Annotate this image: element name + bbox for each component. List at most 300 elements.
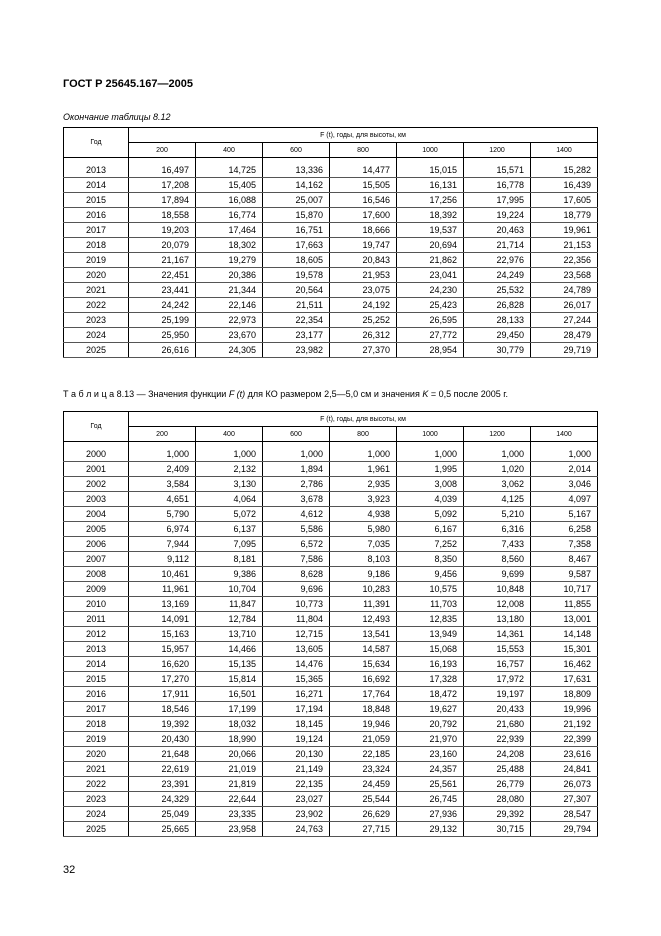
value-cell: 26,616 <box>129 343 196 358</box>
value-cell: 28,080 <box>464 792 531 807</box>
table-row <box>64 672 598 687</box>
year-cell: 2022 <box>64 298 129 313</box>
value-cell: 17,764 <box>330 687 397 702</box>
year-cell: 2004 <box>64 507 129 522</box>
value-cell: 3,678 <box>263 492 330 507</box>
value-cell: 27,715 <box>330 822 397 837</box>
year-cell: 2024 <box>64 328 129 343</box>
value-cell: 7,035 <box>330 537 397 552</box>
value-cell: 21,167 <box>129 253 196 268</box>
value-cell: 16,692 <box>330 672 397 687</box>
value-cell: 25,252 <box>330 313 397 328</box>
value-cell: 17,663 <box>263 238 330 253</box>
value-cell: 1,961 <box>330 462 397 477</box>
value-cell: 3,062 <box>464 477 531 492</box>
value-cell: 21,511 <box>263 298 330 313</box>
table-row <box>64 193 598 208</box>
table-row <box>64 178 598 193</box>
value-cell: 21,819 <box>196 777 263 792</box>
value-cell: 23,670 <box>196 328 263 343</box>
value-cell: 24,305 <box>196 343 263 358</box>
value-cell: 23,027 <box>263 792 330 807</box>
value-cell: 19,627 <box>397 702 464 717</box>
value-cell: 29,794 <box>531 822 598 837</box>
value-cell: 24,242 <box>129 298 196 313</box>
value-cell: 19,946 <box>330 717 397 732</box>
value-cell: 1,000 <box>464 447 531 462</box>
table-row <box>64 447 598 462</box>
value-cell: 18,546 <box>129 702 196 717</box>
value-cell: 22,976 <box>464 253 531 268</box>
value-cell: 18,145 <box>263 717 330 732</box>
value-cell: 26,017 <box>531 298 598 313</box>
value-cell: 1,995 <box>397 462 464 477</box>
table-row <box>64 298 598 313</box>
value-cell: 15,634 <box>330 657 397 672</box>
value-cell: 5,586 <box>263 522 330 537</box>
value-cell: 2,132 <box>196 462 263 477</box>
year-cell: 2014 <box>64 178 129 193</box>
value-cell: 22,619 <box>129 762 196 777</box>
value-cell: 8,181 <box>196 552 263 567</box>
value-cell: 20,564 <box>263 283 330 298</box>
value-cell: 25,049 <box>129 807 196 822</box>
table-row <box>64 223 598 238</box>
page-number: 32 <box>63 864 76 876</box>
value-cell: 19,124 <box>263 732 330 747</box>
value-cell: 21,019 <box>196 762 263 777</box>
value-cell: 17,894 <box>129 193 196 208</box>
value-cell: 23,391 <box>129 777 196 792</box>
year-cell: 2020 <box>64 268 129 283</box>
value-cell: 20,463 <box>464 223 531 238</box>
value-cell: 23,335 <box>196 807 263 822</box>
value-cell: 1,000 <box>397 447 464 462</box>
value-cell: 22,185 <box>330 747 397 762</box>
value-cell: 21,648 <box>129 747 196 762</box>
value-cell: 5,790 <box>129 507 196 522</box>
value-cell: 15,505 <box>330 178 397 193</box>
value-cell: 9,186 <box>330 567 397 582</box>
column-header: 800 <box>330 427 397 442</box>
value-cell: 15,068 <box>397 642 464 657</box>
value-cell: 21,149 <box>263 762 330 777</box>
value-cell: 10,773 <box>263 597 330 612</box>
table-row <box>64 567 598 582</box>
value-cell: 27,244 <box>531 313 598 328</box>
value-cell: 24,230 <box>397 283 464 298</box>
value-cell: 17,270 <box>129 672 196 687</box>
year-cell: 2023 <box>64 792 129 807</box>
value-cell: 29,719 <box>531 343 598 358</box>
value-cell: 24,192 <box>330 298 397 313</box>
table-row <box>64 642 598 657</box>
value-cell: 1,000 <box>263 447 330 462</box>
value-cell: 3,008 <box>397 477 464 492</box>
value-cell: 15,553 <box>464 642 531 657</box>
value-cell: 7,358 <box>531 537 598 552</box>
year-header: Год <box>64 128 129 158</box>
value-cell: 17,199 <box>196 702 263 717</box>
value-cell: 18,779 <box>531 208 598 223</box>
value-cell: 21,059 <box>330 732 397 747</box>
value-cell: 17,194 <box>263 702 330 717</box>
table-row <box>64 238 598 253</box>
value-cell: 19,996 <box>531 702 598 717</box>
value-cell: 25,423 <box>397 298 464 313</box>
column-header: 1000 <box>397 427 464 442</box>
table-row <box>64 792 598 807</box>
value-cell: 2,409 <box>129 462 196 477</box>
value-cell: 9,456 <box>397 567 464 582</box>
table-row <box>64 762 598 777</box>
value-cell: 9,699 <box>464 567 531 582</box>
value-cell: 7,433 <box>464 537 531 552</box>
value-cell: 1,894 <box>263 462 330 477</box>
column-header: 1200 <box>464 143 531 158</box>
value-cell: 5,092 <box>397 507 464 522</box>
column-header: 1400 <box>531 143 598 158</box>
value-cell: 24,459 <box>330 777 397 792</box>
year-cell: 2016 <box>64 208 129 223</box>
table-row <box>64 253 598 268</box>
value-cell: 18,302 <box>196 238 263 253</box>
value-cell: 18,032 <box>196 717 263 732</box>
value-cell: 14,162 <box>263 178 330 193</box>
value-cell: 2,786 <box>263 477 330 492</box>
value-cell: 15,135 <box>196 657 263 672</box>
value-cell: 17,631 <box>531 672 598 687</box>
value-cell: 1,000 <box>330 447 397 462</box>
value-cell: 22,146 <box>196 298 263 313</box>
value-cell: 16,193 <box>397 657 464 672</box>
value-cell: 23,616 <box>531 747 598 762</box>
value-cell: 29,392 <box>464 807 531 822</box>
value-cell: 8,560 <box>464 552 531 567</box>
value-cell: 13,605 <box>263 642 330 657</box>
value-cell: 16,751 <box>263 223 330 238</box>
value-cell: 16,774 <box>196 208 263 223</box>
year-cell: 2018 <box>64 717 129 732</box>
caption-function: F (t) <box>228 389 246 399</box>
value-cell: 1,000 <box>531 447 598 462</box>
value-cell: 8,467 <box>531 552 598 567</box>
value-cell: 24,789 <box>531 283 598 298</box>
value-cell: 10,717 <box>531 582 598 597</box>
value-cell: 9,386 <box>196 567 263 582</box>
value-cell: 16,546 <box>330 193 397 208</box>
value-cell: 21,192 <box>531 717 598 732</box>
value-cell: 19,197 <box>464 687 531 702</box>
value-cell: 30,715 <box>464 822 531 837</box>
value-cell: 10,461 <box>129 567 196 582</box>
value-cell: 19,537 <box>397 223 464 238</box>
value-cell: 23,568 <box>531 268 598 283</box>
value-cell: 22,644 <box>196 792 263 807</box>
table-row <box>64 717 598 732</box>
value-cell: 6,258 <box>531 522 598 537</box>
value-cell: 13,949 <box>397 627 464 642</box>
value-cell: 11,847 <box>196 597 263 612</box>
value-cell: 17,464 <box>196 223 263 238</box>
value-cell: 16,088 <box>196 193 263 208</box>
column-header: 400 <box>196 427 263 442</box>
value-cell: 27,936 <box>397 807 464 822</box>
document-header: ГОСТ Р 25645.167—2005 <box>63 78 193 90</box>
value-cell: 1,020 <box>464 462 531 477</box>
year-cell: 2015 <box>64 672 129 687</box>
value-cell: 25,665 <box>129 822 196 837</box>
year-cell: 2009 <box>64 582 129 597</box>
table-row <box>64 507 598 522</box>
caption-prefix: Т а б л и ц а 8.13 — Значения функции <box>63 389 229 399</box>
year-cell: 2019 <box>64 732 129 747</box>
year-cell: 2018 <box>64 238 129 253</box>
table-row <box>64 702 598 717</box>
value-cell: 27,370 <box>330 343 397 358</box>
value-cell: 20,694 <box>397 238 464 253</box>
value-cell: 20,386 <box>196 268 263 283</box>
value-cell: 12,008 <box>464 597 531 612</box>
year-cell: 2014 <box>64 657 129 672</box>
value-cell: 29,450 <box>464 328 531 343</box>
year-cell: 2012 <box>64 627 129 642</box>
value-cell: 16,131 <box>397 178 464 193</box>
value-cell: 17,600 <box>330 208 397 223</box>
year-cell: 2021 <box>64 762 129 777</box>
value-cell: 8,103 <box>330 552 397 567</box>
value-cell: 10,704 <box>196 582 263 597</box>
table-row <box>64 597 598 612</box>
value-cell: 17,972 <box>464 672 531 687</box>
value-cell: 11,391 <box>330 597 397 612</box>
table-row <box>64 462 598 477</box>
value-cell: 26,312 <box>330 328 397 343</box>
value-cell: 3,584 <box>129 477 196 492</box>
table-8-13 <box>63 411 598 837</box>
column-header: 1200 <box>464 427 531 442</box>
value-cell: 4,125 <box>464 492 531 507</box>
year-cell: 2013 <box>64 642 129 657</box>
year-cell: 2013 <box>64 163 129 178</box>
value-cell: 6,167 <box>397 522 464 537</box>
value-cell: 6,316 <box>464 522 531 537</box>
value-cell: 20,433 <box>464 702 531 717</box>
value-cell: 9,112 <box>129 552 196 567</box>
value-cell: 7,944 <box>129 537 196 552</box>
value-cell: 22,135 <box>263 777 330 792</box>
value-cell: 19,392 <box>129 717 196 732</box>
value-cell: 19,279 <box>196 253 263 268</box>
value-cell: 1,000 <box>196 447 263 462</box>
year-cell: 2015 <box>64 193 129 208</box>
value-cell: 26,073 <box>531 777 598 792</box>
value-cell: 12,715 <box>263 627 330 642</box>
column-header: 600 <box>263 143 330 158</box>
value-cell: 27,307 <box>531 792 598 807</box>
value-cell: 21,970 <box>397 732 464 747</box>
value-cell: 3,923 <box>330 492 397 507</box>
value-cell: 1,000 <box>129 447 196 462</box>
value-cell: 22,939 <box>464 732 531 747</box>
value-cell: 23,041 <box>397 268 464 283</box>
value-cell: 6,572 <box>263 537 330 552</box>
value-cell: 4,039 <box>397 492 464 507</box>
value-cell: 25,007 <box>263 193 330 208</box>
value-cell: 29,132 <box>397 822 464 837</box>
year-cell: 2023 <box>64 313 129 328</box>
value-cell: 16,462 <box>531 657 598 672</box>
value-cell: 14,587 <box>330 642 397 657</box>
value-cell: 22,973 <box>196 313 263 328</box>
value-cell: 18,392 <box>397 208 464 223</box>
column-header: 600 <box>263 427 330 442</box>
value-cell: 17,328 <box>397 672 464 687</box>
value-cell: 16,757 <box>464 657 531 672</box>
value-cell: 15,163 <box>129 627 196 642</box>
value-cell: 14,477 <box>330 163 397 178</box>
value-cell: 26,629 <box>330 807 397 822</box>
value-cell: 8,628 <box>263 567 330 582</box>
table-row <box>64 537 598 552</box>
height-group-header: F (t), годы, для высоты, км <box>129 128 598 143</box>
value-cell: 13,180 <box>464 612 531 627</box>
year-cell: 2025 <box>64 343 129 358</box>
value-cell: 18,472 <box>397 687 464 702</box>
value-cell: 12,784 <box>196 612 263 627</box>
table-row <box>64 822 598 837</box>
year-cell: 2002 <box>64 477 129 492</box>
height-group-header: F (t), годы, для высоты, км <box>129 412 598 427</box>
caption-middle: для КО размером 2,5—5,0 см и значения <box>245 389 423 399</box>
year-cell: 2021 <box>64 283 129 298</box>
value-cell: 4,651 <box>129 492 196 507</box>
caption-k: K <box>422 389 429 399</box>
value-cell: 3,130 <box>196 477 263 492</box>
value-cell: 22,399 <box>531 732 598 747</box>
year-cell: 2017 <box>64 223 129 238</box>
table-8-12 <box>63 127 598 358</box>
table-row <box>64 477 598 492</box>
year-cell: 2000 <box>64 447 129 462</box>
value-cell: 10,848 <box>464 582 531 597</box>
value-cell: 23,902 <box>263 807 330 822</box>
value-cell: 13,169 <box>129 597 196 612</box>
year-cell: 2001 <box>64 462 129 477</box>
value-cell: 11,804 <box>263 612 330 627</box>
value-cell: 28,133 <box>464 313 531 328</box>
value-cell: 4,612 <box>263 507 330 522</box>
year-cell: 2008 <box>64 567 129 582</box>
value-cell: 21,862 <box>397 253 464 268</box>
column-header: 1000 <box>397 143 464 158</box>
value-cell: 18,990 <box>196 732 263 747</box>
table-body <box>64 442 598 837</box>
year-cell: 2019 <box>64 253 129 268</box>
value-cell: 11,703 <box>397 597 464 612</box>
value-cell: 17,911 <box>129 687 196 702</box>
column-header: 1400 <box>531 427 598 442</box>
table1-caption: Окончание таблицы 8.12 <box>63 112 171 122</box>
value-cell: 9,696 <box>263 582 330 597</box>
value-cell: 2,014 <box>531 462 598 477</box>
value-cell: 19,203 <box>129 223 196 238</box>
value-cell: 22,451 <box>129 268 196 283</box>
value-cell: 23,177 <box>263 328 330 343</box>
value-cell: 15,301 <box>531 642 598 657</box>
year-header: Год <box>64 412 129 442</box>
year-cell: 2017 <box>64 702 129 717</box>
value-cell: 24,208 <box>464 747 531 762</box>
value-cell: 3,046 <box>531 477 598 492</box>
value-cell: 21,153 <box>531 238 598 253</box>
table-row <box>64 552 598 567</box>
value-cell: 25,950 <box>129 328 196 343</box>
value-cell: 28,547 <box>531 807 598 822</box>
value-cell: 26,779 <box>464 777 531 792</box>
year-cell: 2006 <box>64 537 129 552</box>
value-cell: 7,095 <box>196 537 263 552</box>
value-cell: 17,995 <box>464 193 531 208</box>
value-cell: 25,532 <box>464 283 531 298</box>
value-cell: 22,356 <box>531 253 598 268</box>
value-cell: 18,848 <box>330 702 397 717</box>
value-cell: 13,541 <box>330 627 397 642</box>
value-cell: 23,324 <box>330 762 397 777</box>
table-row <box>64 268 598 283</box>
table-row <box>64 313 598 328</box>
table-row <box>64 163 598 178</box>
value-cell: 24,763 <box>263 822 330 837</box>
year-cell: 2020 <box>64 747 129 762</box>
year-cell: 2003 <box>64 492 129 507</box>
value-cell: 17,605 <box>531 193 598 208</box>
table-row <box>64 208 598 223</box>
year-cell: 2025 <box>64 822 129 837</box>
column-header: 200 <box>129 427 196 442</box>
caption-suffix: = 0,5 после 2005 г. <box>428 389 508 399</box>
value-cell: 7,586 <box>263 552 330 567</box>
value-cell: 24,357 <box>397 762 464 777</box>
value-cell: 23,982 <box>263 343 330 358</box>
value-cell: 26,595 <box>397 313 464 328</box>
value-cell: 6,137 <box>196 522 263 537</box>
value-cell: 18,666 <box>330 223 397 238</box>
table-row <box>64 777 598 792</box>
value-cell: 20,130 <box>263 747 330 762</box>
value-cell: 9,587 <box>531 567 598 582</box>
value-cell: 11,855 <box>531 597 598 612</box>
value-cell: 8,350 <box>397 552 464 567</box>
value-cell: 16,778 <box>464 178 531 193</box>
value-cell: 21,953 <box>330 268 397 283</box>
value-cell: 4,097 <box>531 492 598 507</box>
column-header: 400 <box>196 143 263 158</box>
value-cell: 21,714 <box>464 238 531 253</box>
value-cell: 23,441 <box>129 283 196 298</box>
table2-caption <box>63 389 508 399</box>
value-cell: 5,980 <box>330 522 397 537</box>
value-cell: 5,210 <box>464 507 531 522</box>
value-cell: 20,430 <box>129 732 196 747</box>
column-header: 200 <box>129 143 196 158</box>
value-cell: 19,961 <box>531 223 598 238</box>
value-cell: 14,148 <box>531 627 598 642</box>
value-cell: 14,466 <box>196 642 263 657</box>
value-cell: 23,160 <box>397 747 464 762</box>
value-cell: 28,479 <box>531 328 598 343</box>
value-cell: 19,747 <box>330 238 397 253</box>
